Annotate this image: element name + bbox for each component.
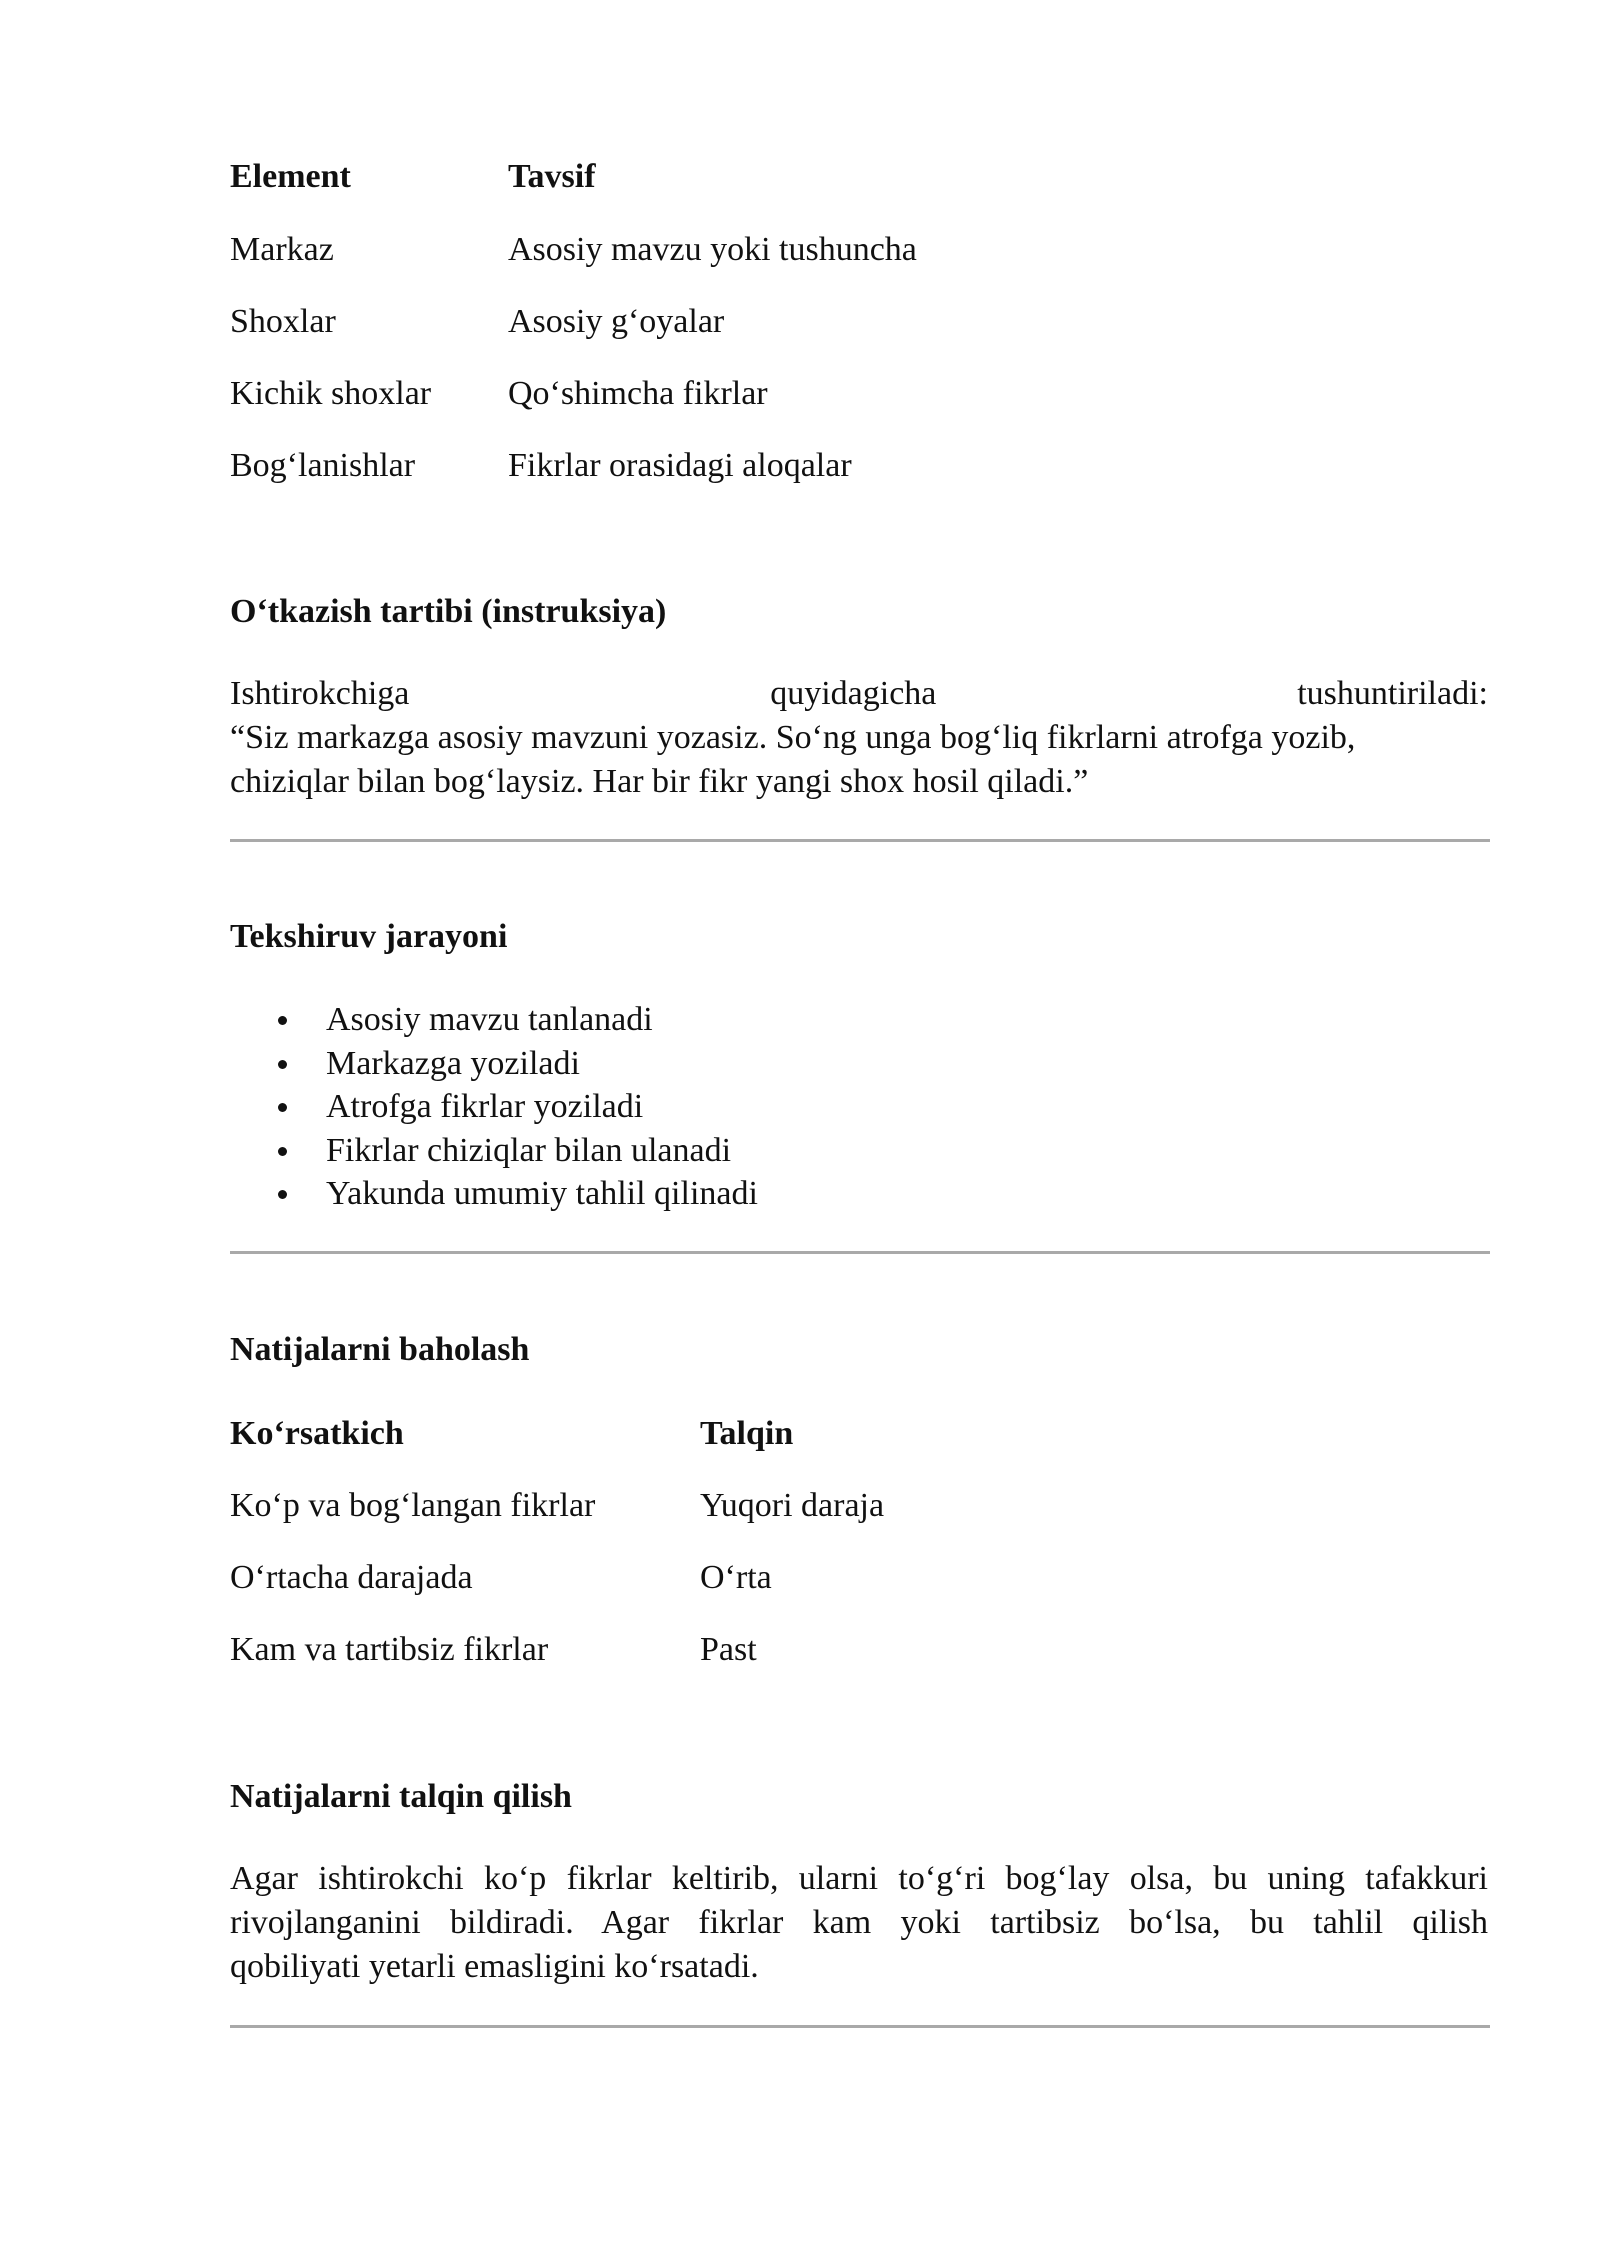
- instruction-word: Ishtirokchiga: [230, 675, 410, 712]
- list-item: [270, 1085, 758, 1129]
- instruction-line-1: [230, 672, 1488, 716]
- list-item: [270, 1172, 758, 1216]
- list-item-text: Asosiy mavzu tanlanadi: [326, 1001, 653, 1038]
- table-cell: Qo‘shimcha fikrlar: [508, 375, 768, 412]
- list-item-text: Fikrlar chiziqlar bilan ulanadi: [326, 1131, 732, 1169]
- bullet-icon: [278, 1190, 287, 1199]
- table-cell: Bog‘lanishlar: [230, 447, 416, 484]
- instruction-word: quyidagicha: [770, 675, 937, 712]
- list-item-text: Markazga yoziladi: [326, 1044, 580, 1082]
- table-cell: Kam va tartibsiz fikrlar: [230, 1631, 549, 1668]
- list-item-text: Yakunda umumiy tahlil qilinadi: [326, 1175, 758, 1212]
- divider: [230, 839, 1490, 842]
- table-cell: Fikrlar orasidagi aloqalar: [508, 447, 852, 484]
- list-item: [270, 1129, 758, 1173]
- interpretation-text: Agar ishtirokchi ko‘p fikrlar keltirib, ularni to‘g‘ri bog‘lay olsa, bu uning tafakkuri: [230, 1860, 1488, 1897]
- interpretation-text: rivojlanganini bildiradi. Agar fikrlar kam yoki tartibsiz bo‘lsa, bu tahlil qilish: [230, 1904, 1488, 1941]
- table-header-tavsif: Tavsif: [508, 158, 596, 195]
- interpretation-line-3: [230, 1945, 1488, 1989]
- table-header-element: Element: [230, 158, 351, 195]
- divider: [230, 2025, 1490, 2028]
- list-item: [270, 998, 758, 1042]
- instruction-line-2: “Siz markazga asosiy mavzuni yozasiz. So‘ng unga bog‘liq fikrlarni atrofga yozib,: [230, 719, 1356, 756]
- bullet-icon: [278, 1060, 287, 1069]
- table-header-korsatkich: Ko‘rsatkich: [230, 1415, 404, 1452]
- table-cell: Asosiy mavzu yoki tushuncha: [508, 231, 917, 268]
- divider: [230, 1251, 1490, 1254]
- table-cell: Yuqori daraja: [700, 1487, 885, 1524]
- table-cell: Past: [700, 1631, 757, 1668]
- table-cell: Ko‘p va bog‘langan fikrlar: [230, 1487, 596, 1524]
- table-header-talqin: Talqin: [700, 1415, 794, 1452]
- table-cell: Markaz: [230, 231, 334, 268]
- bullet-icon: [278, 1016, 287, 1025]
- bullet-icon: [278, 1147, 287, 1156]
- list-item-text: Atrofga fikrlar yoziladi: [326, 1088, 644, 1125]
- table-cell: Kichik shoxlar: [230, 375, 432, 412]
- section-heading-evaluation: Natijalarni baholash: [230, 1331, 530, 1368]
- process-list: [270, 998, 758, 1216]
- interpretation-line-1: [230, 1857, 1488, 1901]
- section-heading-interpretation: Natijalarni talqin qilish: [230, 1778, 572, 1815]
- table-cell: Shoxlar: [230, 303, 336, 340]
- table-cell: O‘rta: [700, 1559, 772, 1596]
- list-item: [270, 1042, 758, 1086]
- instruction-line-3: chiziqlar bilan bog‘laysiz. Har bir fikr yangi shox hosil qiladi.”: [230, 763, 1089, 800]
- table-cell: O‘rtacha darajada: [230, 1559, 473, 1596]
- interpretation-text: qobiliyati yetarli emasligini ko‘rsatadi.: [230, 1948, 759, 1985]
- interpretation-line-2: [230, 1901, 1488, 1945]
- table-cell: Asosiy g‘oyalar: [508, 303, 725, 340]
- section-heading-instruction: O‘tkazish tartibi (instruksiya): [230, 593, 667, 630]
- section-heading-process: Tekshiruv jarayoni: [230, 918, 508, 955]
- instruction-paragraph: [230, 672, 1488, 804]
- instruction-word: tushuntiriladi:: [1297, 675, 1488, 712]
- bullet-icon: [278, 1103, 287, 1112]
- interpretation-paragraph: [230, 1857, 1488, 1989]
